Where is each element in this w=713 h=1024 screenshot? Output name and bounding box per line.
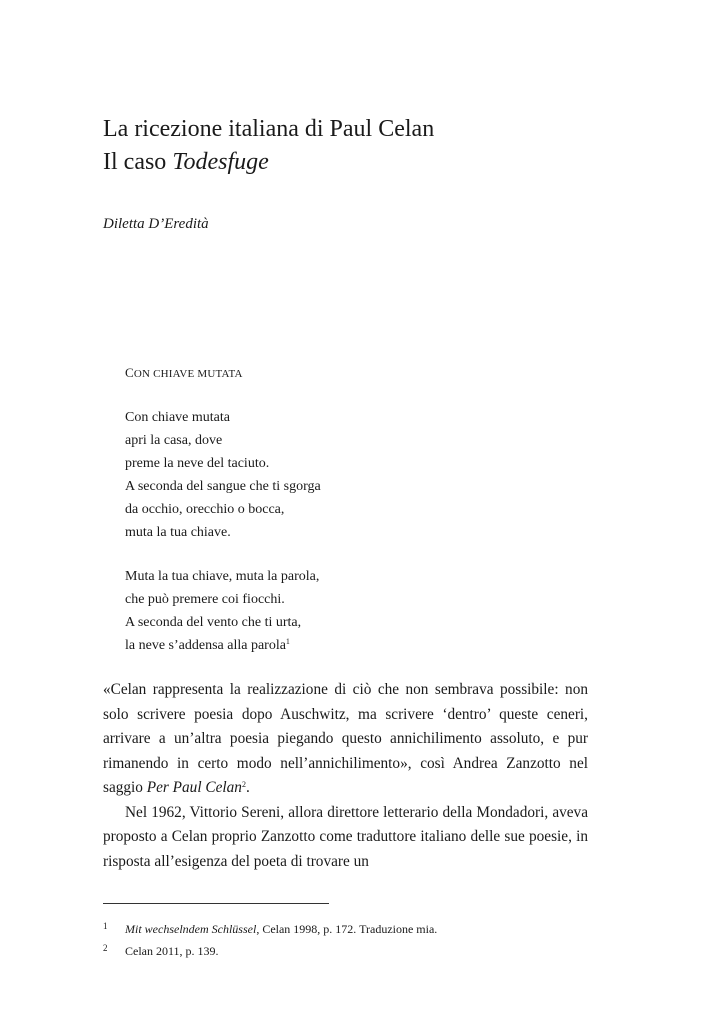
footnote-ref-1[interactable]: 1	[285, 637, 290, 646]
poem-title-rest: ON CHIAVE MUTATA	[133, 368, 243, 380]
title-line-2-prefix: Il caso	[103, 149, 173, 175]
footnote-ref-2[interactable]: 2	[241, 780, 246, 789]
verse: Con chiave mutata	[125, 410, 230, 425]
footnote-italic: Mit wechselndem Schlüssel	[125, 922, 257, 936]
paragraph-2: Nel 1962, Vittorio Sereni, allora direttore letterario della Mondadori, aveva proposto a Celan proprio Zanzotto come traduttore italiano delle sue poesie, in risposta all’esigenza del poeta di trovare un	[103, 803, 588, 870]
paragraph-1-text: «Celan rappresenta la realizzazione di ciò che non sembrava possibile: non solo scrivere poesia dopo Auschwitz, ma scrivere ‘dentro’ queste ceneri, arrivare a un’altra poesia piegando questo annichilimento assoluto, e pur rimanendo in certo modo nell’annichilimento», così Andrea Zanzotto nel saggio	[103, 681, 588, 796]
verse: apri la casa, dove	[125, 433, 223, 448]
paragraph-1	[103, 678, 588, 801]
verse: Muta la tua chiave, muta la parola,	[125, 569, 320, 584]
poem-stanza-1	[125, 406, 321, 544]
footnote-1	[103, 918, 588, 940]
verse: che può premere coi fiocchi.	[125, 592, 285, 607]
footnote-number: 2	[103, 943, 108, 953]
verse-text: la neve s’addensa alla parola	[125, 638, 286, 653]
title-line-2	[103, 146, 434, 179]
poem-title	[125, 365, 243, 381]
verse: muta la tua chiave.	[125, 525, 231, 540]
verse: preme la neve del taciuto.	[125, 456, 270, 471]
footnote-number: 1	[103, 921, 108, 931]
body-text	[103, 678, 588, 874]
paragraph-1-end: .	[245, 779, 250, 796]
title-line-1: La ricezione italiana di Paul Celan	[103, 116, 435, 142]
author-name: Diletta D’Eredità	[103, 216, 209, 232]
footnote-2	[103, 940, 588, 962]
title-line-2-italic: Todesfuge	[172, 149, 269, 175]
poem-stanza-2	[125, 565, 319, 657]
verse: A seconda del vento che ti urta,	[125, 615, 302, 630]
verse: A seconda del sangue che ti sgorga	[125, 479, 321, 494]
footnote-separator	[103, 903, 329, 904]
footnote-text: , Celan 1998, p. 172. Traduzione mia.	[256, 922, 438, 936]
verse-last	[125, 634, 319, 657]
footnote-text: Celan 2011, p. 139.	[125, 944, 219, 958]
article-title	[103, 113, 434, 179]
footnotes	[103, 918, 588, 962]
essay-title: Per Paul Celan	[146, 779, 242, 796]
poem-title-initial: C	[125, 365, 134, 380]
verse: da occhio, orecchio o bocca,	[125, 502, 285, 517]
